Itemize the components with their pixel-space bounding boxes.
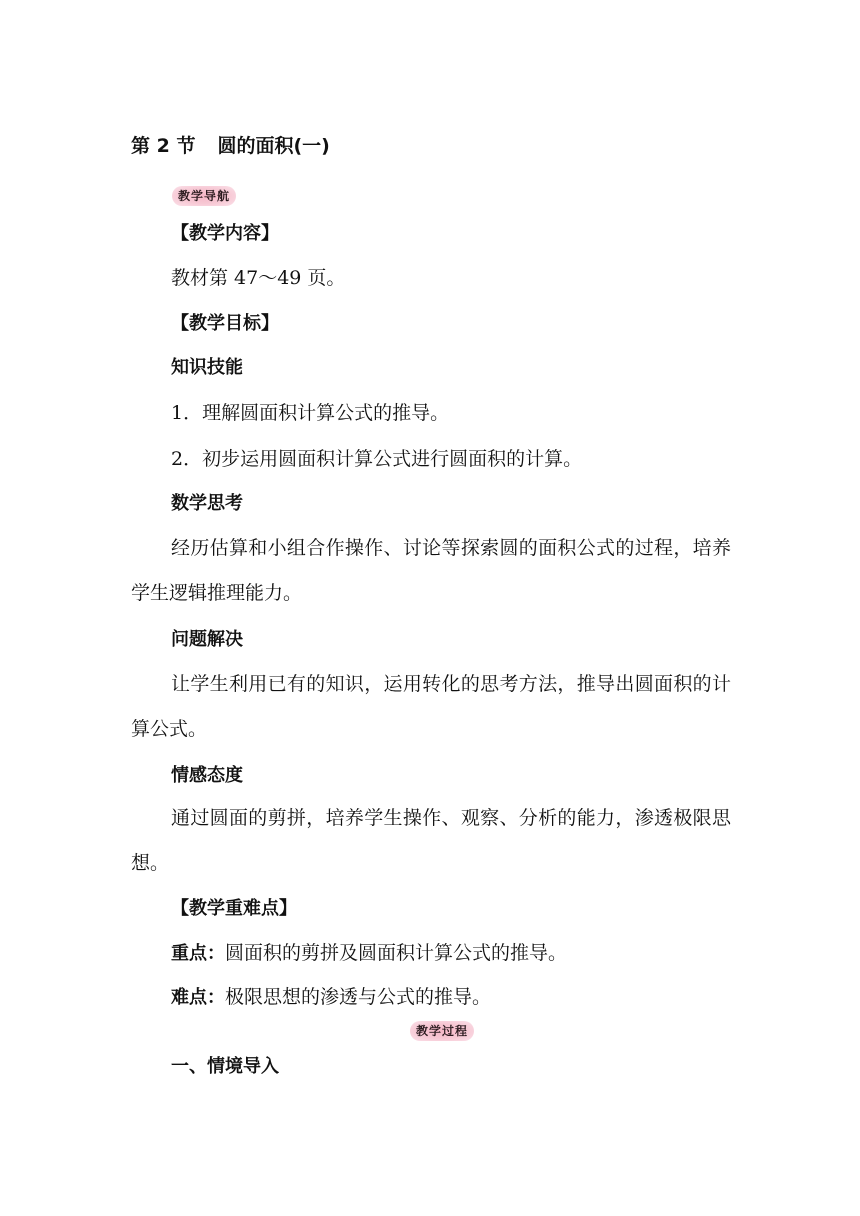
problem-paragraph: 让学生利用已有的知识，运用转化的思考方法，推导出圆面积的计算公式。 bbox=[131, 673, 731, 740]
key-point-label: 重点： bbox=[171, 943, 225, 964]
knowledge-item-1: 1．理解圆面积计算公式的推导。 bbox=[171, 402, 450, 424]
key-points-heading: 【教学重难点】 bbox=[171, 898, 297, 919]
difficult-point-label: 难点： bbox=[171, 987, 225, 1008]
section-name: 圆的面积(一) bbox=[217, 135, 330, 157]
attitude-paragraph: 通过圆面的剪拼，培养学生操作、观察、分析的能力，渗透极限思想。 bbox=[131, 807, 731, 874]
difficult-point-text: 极限思想的渗透与公式的推导。 bbox=[225, 986, 492, 1008]
situation-intro-heading: 一、情境导入 bbox=[171, 1056, 279, 1077]
problem-heading: 问题解决 bbox=[171, 629, 243, 650]
content-text: 教材第 47～49 页。 bbox=[171, 267, 346, 289]
thinking-paragraph: 经历估算和小组合作操作、讨论等探索圆的面积公式的过程，培养学生逻辑推理能力。 bbox=[131, 537, 731, 604]
difficult-point-line bbox=[171, 985, 771, 1010]
goals-heading: 【教学目标】 bbox=[171, 313, 279, 334]
knowledge-item-2: 2．初步运用圆面积计算公式进行圆面积的计算。 bbox=[171, 448, 583, 470]
key-point-line bbox=[171, 941, 771, 966]
knowledge-heading: 知识技能 bbox=[171, 357, 243, 378]
page-title bbox=[131, 134, 731, 158]
section-number: 第 2 节 bbox=[131, 135, 196, 157]
content-heading: 【教学内容】 bbox=[171, 223, 279, 244]
thinking-heading: 数学思考 bbox=[171, 493, 243, 514]
attitude-heading: 情感态度 bbox=[171, 765, 243, 786]
teaching-process-badge: 教学过程 bbox=[410, 1021, 474, 1041]
teaching-nav-badge: 教学导航 bbox=[172, 186, 236, 206]
key-point-text: 圆面积的剪拼及圆面积计算公式的推导。 bbox=[225, 942, 568, 964]
